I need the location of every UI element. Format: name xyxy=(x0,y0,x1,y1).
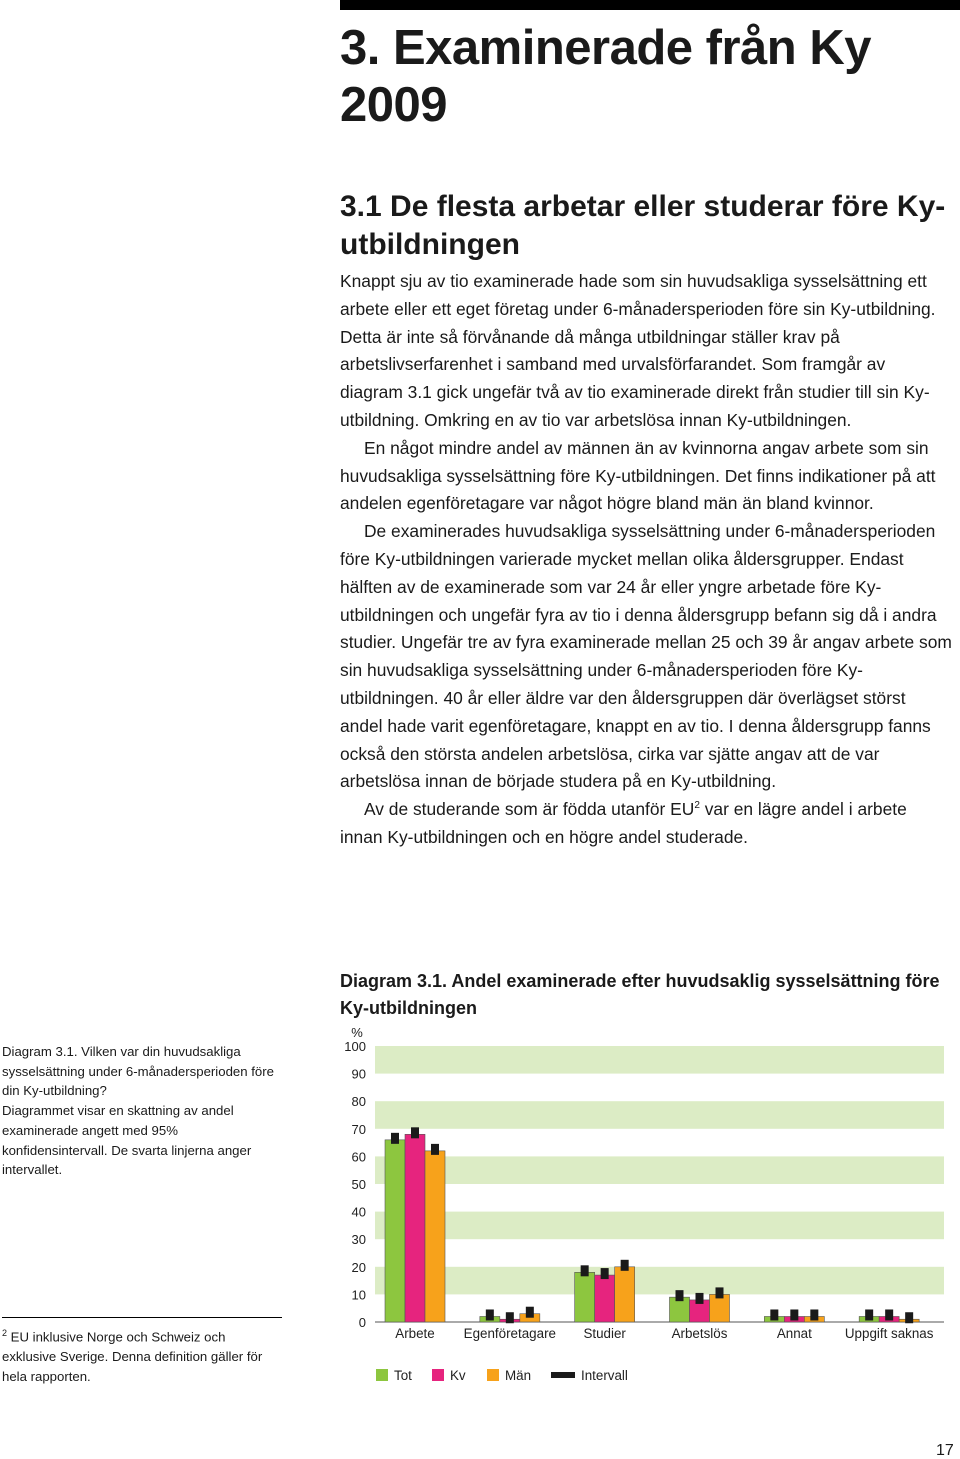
x-tick-label: Arbete xyxy=(395,1326,435,1341)
x-tick-label: Arbetslös xyxy=(671,1326,728,1341)
interval-marker xyxy=(810,1309,818,1320)
bar-man xyxy=(804,1316,824,1322)
interval-marker xyxy=(601,1268,609,1279)
interval-marker xyxy=(581,1265,589,1276)
legend-swatch xyxy=(432,1369,444,1381)
bar-tot xyxy=(575,1272,595,1322)
footnote-rule xyxy=(2,1317,282,1318)
side-note-explanation: Diagrammet visar en skattning av andel examinerade angett med 95% konfidensintervall. De svarta linjerna anger intervallet. xyxy=(2,1103,252,1178)
section-title: 3.1 De flesta arbetar eller studerar före Ky-utbildningen xyxy=(340,190,946,261)
grid-band xyxy=(375,1267,944,1295)
grid-band xyxy=(375,1212,944,1240)
legend-swatch xyxy=(376,1369,388,1381)
footnote-mark: 2 xyxy=(2,1328,8,1338)
interval-marker xyxy=(696,1293,704,1304)
legend-label: Män xyxy=(505,1368,532,1383)
interval-marker xyxy=(391,1133,399,1144)
page-number: 17 xyxy=(936,1442,954,1459)
x-tick-label: Egenföretagare xyxy=(463,1326,556,1341)
x-tick-label: Uppgift saknas xyxy=(844,1326,934,1341)
grid-band xyxy=(375,1101,944,1129)
bar-man xyxy=(710,1294,730,1322)
bar-tot xyxy=(480,1316,500,1322)
bar-man xyxy=(520,1314,540,1322)
y-tick-label: 90 xyxy=(351,1066,366,1082)
footnote xyxy=(2,1323,282,1387)
footnote-text: EU inklusive Norge och Schweiz och exklusive Sverige. Denna definition gäller för hela rapporten. xyxy=(2,1329,263,1385)
legend-label: Tot xyxy=(394,1368,412,1383)
legend-label: Intervall xyxy=(581,1368,628,1383)
interval-marker xyxy=(905,1312,913,1323)
x-tick-label: Studier xyxy=(583,1326,626,1341)
side-note-question: Diagram 3.1. Vilken var din huvudsakliga sysselsättning under 6-månadersperioden före din Ky-utbildning? xyxy=(2,1044,274,1099)
bar-kv xyxy=(500,1319,520,1322)
diagram-title: Diagram 3.1. Andel examinerade efter huvudsaklig sysselsättning före Ky-utbildningen xyxy=(340,971,940,1018)
y-tick-label: 50 xyxy=(351,1177,366,1192)
paragraph-text: var en lägre andel i arbete innan Ky-utbildningen och en högre andel studerade. xyxy=(340,799,907,847)
x-tick-label: Annat xyxy=(776,1326,812,1341)
grid-band xyxy=(375,1156,944,1184)
y-tick-label: 30 xyxy=(351,1232,366,1248)
body-text xyxy=(340,268,952,852)
y-tick-label: 100 xyxy=(344,1039,366,1054)
diagram-side-note xyxy=(2,1042,277,1180)
paragraph-text: Av de studerande som är födda utanför EU xyxy=(364,799,695,820)
interval-marker xyxy=(486,1309,494,1320)
interval-marker xyxy=(865,1309,873,1320)
y-tick-label: 10 xyxy=(351,1287,366,1303)
bar-man xyxy=(615,1267,635,1322)
bar-kv xyxy=(405,1134,425,1322)
bar-tot xyxy=(859,1316,879,1322)
bar-kv xyxy=(784,1316,804,1322)
interval-marker xyxy=(676,1290,684,1301)
bar-tot xyxy=(670,1297,690,1322)
y-tick-label: 40 xyxy=(351,1204,366,1220)
interval-marker xyxy=(411,1127,419,1138)
bar-kv xyxy=(690,1300,710,1322)
y-tick-label: 20 xyxy=(351,1259,366,1275)
bar-tot xyxy=(764,1316,784,1322)
bar-man xyxy=(899,1319,919,1322)
interval-marker xyxy=(885,1309,893,1320)
top-rule xyxy=(340,0,960,10)
y-tick-label: 70 xyxy=(351,1121,366,1137)
legend-label: Kv xyxy=(450,1368,466,1383)
y-axis-unit: % xyxy=(351,1025,363,1040)
interval-marker xyxy=(431,1144,439,1155)
paragraph: Knappt sju av tio examinerade hade som sin huvudsakliga sysselsättning ett arbete eller ett eget företag under 6-månadersperioden före sin Ky-utbildning. Detta är inte så förvånande då många utbildningar ställer krav på arbetslivserfarenhet i samband med urvalsförfarandet. Som framgår av diagram 3.1 gick ungefär två av tio examinerade direkt från studier till sin Ky-utbildning. Omkring en av tio var arbetslösa innan Ky-utbildningen. xyxy=(340,271,936,430)
y-tick-label: 80 xyxy=(351,1094,366,1110)
legend-swatch xyxy=(487,1369,499,1381)
y-tick-label: 0 xyxy=(358,1315,366,1330)
interval-marker xyxy=(526,1307,534,1318)
interval-marker xyxy=(770,1309,778,1320)
y-tick-label: 60 xyxy=(351,1149,366,1165)
bar-kv xyxy=(595,1275,615,1322)
bar-man xyxy=(425,1151,445,1322)
grid-band xyxy=(375,1046,944,1074)
bar-tot xyxy=(385,1140,405,1322)
footnote-reference[interactable]: 2 xyxy=(694,800,700,812)
chapter-title: 3. Examinerade från Ky 2009 xyxy=(340,21,871,132)
paragraph xyxy=(340,796,952,852)
interval-marker xyxy=(506,1312,514,1323)
interval-marker xyxy=(621,1260,629,1271)
bar-kv xyxy=(879,1316,899,1322)
interval-marker xyxy=(790,1309,798,1320)
interval-marker xyxy=(716,1287,724,1298)
paragraph: De examinerades huvudsakliga sysselsättning under 6-månadersperioden före Ky-utbildningen varierade mycket mellan olika åldersgrupper. Endast hälften av de examinerade som var 24 år eller yngre arbetade före Ky-utbildningen och ungefär fyra av tio i denna åldersgrupp befann sig då i andra studier. Ungefär tre av fyra examinerade mellan 25 och 39 år angav arbete som sin huvudsakliga sysselsättning under 6-månadersperioden före Ky-utbildningen. 40 år eller äldre var den åldersgruppen där överlägset störst andel hade varit egenföretagare, knappt en av tio. I denna åldersgrupp fanns också den största andelen arbetslösa, cirka var sjätte angav att de var arbetslösa innan de började studera på en Ky-utbildning. xyxy=(340,521,952,792)
paragraph: En något mindre andel av männen än av kvinnorna angav arbete som sin huvudsakliga sysselsättning före Ky-utbildningen. Det finns indikationer på att andelen egenföretagare var något högre bland män än bland kvinnor. xyxy=(340,437,936,514)
legend-swatch xyxy=(551,1372,575,1378)
